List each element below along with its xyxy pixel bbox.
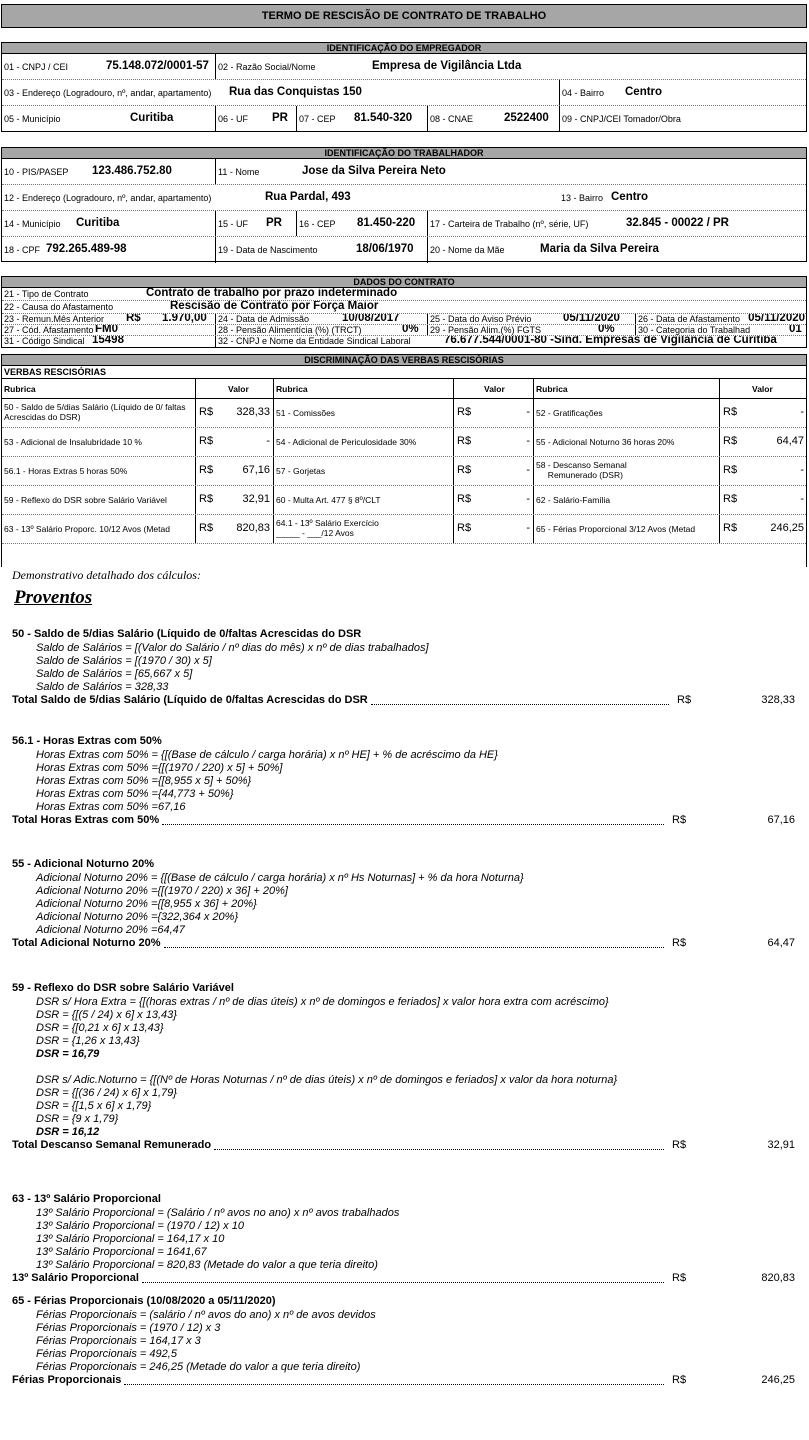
calc-total-label: 13º Salário Proporcional [12,1272,139,1284]
field-label: 29 - Pensão Alim.(%) FGTS [430,325,542,335]
field-label: 16 - CEP [299,219,336,229]
severance-item-label: 63 - 13º Salário Proporc. 10/12 Avos (Metad [4,524,170,534]
severance-item-value: - [266,435,270,447]
calc-line: Horas Extras com 50% =67,16 [36,801,186,813]
severance-row [2,428,806,457]
calc-line: DSR s/ Hora Extra = {[(horas extras / nº de dias úteis) x nº de domingos e feriados] x valor hora extra com acréscimo} [36,996,609,1008]
calc-block-title: 55 - Adicional Noturno 20% [12,858,155,870]
severance-row [2,515,806,544]
severance-item-value: - [526,464,530,476]
severance-item-value: 32,91 [242,493,270,505]
calc-total-value: 820,83 [761,1272,795,1284]
worker-mother: Maria da Silva Pereira [540,243,659,255]
worker-pis: 123.486.752.80 [92,165,172,177]
admission-date: 10/08/2017 [342,314,400,324]
leader-dots [214,1149,664,1150]
employer-cnpj: 75.148.072/0001-57 [106,60,209,72]
severance-item-label: 60 - Multa Art. 477 § 8º/CLT [276,495,381,505]
field-label: 01 - CNPJ / CEI [4,62,69,72]
field-label: 28 - Pensão Alimentícia (%) (TRCT) [218,325,362,335]
employer-header: IDENTIFICAÇÃO DO EMPREGADOR [2,43,806,54]
worker-city: Curitiba [76,217,120,229]
employer-district: Centro [625,86,663,98]
severance-item-label: 62 - Salário-Família [536,495,611,505]
currency-label: R$ [672,1139,687,1151]
field-label: 25 - Data do Aviso Prévio [430,314,532,324]
leader-dots [142,1282,664,1283]
currency-label: R$ [672,1374,687,1386]
calc-line: DSR = {[0,21 x 6] x 13,43} [36,1022,164,1034]
calc-total-value: 32,91 [767,1139,795,1151]
calc-total-label: Total Horas Extras com 50% [12,814,160,826]
calc-line: DSR = 16,79 [36,1048,100,1060]
currency-label: R$ [199,435,214,447]
leader-dots [162,824,664,825]
severance-item-label: 58 - Descanso Semanal Remunerado (DSR) [536,460,627,480]
field-label: 06 - UF [218,114,249,124]
calc-line: 13º Salário Proporcional = (Salário / nº avos no ano) x nº avos trabalhados [36,1207,400,1219]
severance-row [2,486,806,515]
field-label: 22 - Causa do Afastamento [4,302,114,312]
field-label: 08 - CNAE [430,114,474,124]
currency-label: R$ [199,493,214,505]
calc-line: Saldo de Salários = [(1970 / 30) x 5] [36,655,212,667]
field-label: 26 - Data de Afastamento [638,314,741,324]
field-label: 04 - Bairro [562,88,605,98]
calc-line: DSR = {[(36 / 24) x 6] x 1,79} [36,1087,177,1099]
calc-block-title: 56.1 - Horas Extras com 50% [12,735,162,747]
calc-line: Saldo de Salários = [(Valor do Salário / nº dias do mês) x nº de dias trabalhados] [36,642,429,654]
col-valor: Valor [484,384,505,394]
previous-salary: 1.970,00 [162,314,207,324]
worker-birthdate: 18/06/1970 [356,243,414,255]
calc-block-title: 50 - Saldo de 5/dias Salário (Líquido de 0/faltas Acrescidas do DSR [12,628,362,640]
calc-total-label: Total Saldo de 5/dias Salário (Líquido de 0/faltas Acrescidas do DSR [12,694,368,706]
field-label: 23 - Remun.Mês Anterior [4,314,105,324]
field-label: 09 - CNPJ/CEI Tomador/Obra [562,114,681,124]
col-rubrica: Rubrica [4,384,36,394]
field-label: 30 - Categoria do Trabalhad [638,325,751,335]
currency-label: R$ [723,493,738,505]
contract-section [1,276,807,348]
leader-dots [164,947,664,948]
field-label: 24 - Data de Admissão [218,314,310,324]
currency-label: R$ [457,522,472,534]
calc-total-label: Total Descanso Semanal Remunerado [12,1139,212,1151]
calc-line: Horas Extras com 50% ={[8,955 x 5] + 50%} [36,775,252,787]
col-rubrica: Rubrica [536,384,568,394]
field-label: 18 - CPF [4,245,41,255]
currency-label: R$ [723,464,738,476]
termination-cause: Rescisão de Contrato por Força Maior [170,301,379,312]
worker-category: 01 [789,325,802,335]
severance-item-label: 57 - Gorjetas [276,466,326,476]
field-label: 31 - Código Sindical [4,336,85,346]
calc-line: Horas Extras com 50% ={44,773 + 50%} [36,788,234,800]
calc-total-label: Férias Proporcionais [12,1374,122,1386]
severance-item-value: - [800,406,804,418]
calc-line: Férias Proporcionais = 164,17 x 3 [36,1335,201,1347]
worker-ctps: 32.845 - 00022 / PR [626,217,729,229]
calc-line: Adicional Noturno 20% ={322,364 x 20%} [36,911,239,923]
worker-uf: PR [266,217,282,229]
notice-date: 05/11/2020 [563,314,620,324]
currency-label: R$ [457,406,472,418]
calc-line: 13º Salário Proporcional = 164,17 x 10 [36,1233,225,1245]
worker-cep: 81.450-220 [357,217,416,229]
calc-line: Horas Extras com 50% = {[(Base de cálculo / carga horária) x nº HE] + % de acréscimo da HE} [36,749,498,761]
calc-total-value: 328,33 [761,694,795,706]
calc-total-label: Total Adicional Noturno 20% [12,937,161,949]
employer-city: Curitiba [130,112,174,124]
severance-item-label: 59 - Reflexo do DSR sobre Salário Variável [4,495,167,505]
worker-section [1,147,807,262]
leader-dots [124,1384,664,1385]
calc-line: DSR = {1,26 x 13,43} [36,1035,140,1047]
field-label: 32 - CNPJ e Nome da Entidade Sindical Laboral [218,336,411,346]
field-label: 13 - Bairro [561,193,604,203]
calc-intro: Demonstrativo detalhado dos cálculos: [12,568,201,582]
currency-label: R$ [199,522,214,534]
field-label: 20 - Nome da Mãe [430,245,505,255]
severance-item-label: 50 - Saldo de 5/dias Salário (Líquido de 0/ faltas Acrescidas do DSR) [4,402,186,422]
severance-item-value: - [526,522,530,534]
severance-subheader: VERBAS RESCISÓRIAS [2,366,806,379]
severance-row [2,399,806,428]
severance-item-value: - [800,464,804,476]
employer-name: Empresa de Vigilância Ltda [372,60,522,72]
severance-item-label: 51 - Comissões [276,408,336,418]
field-label: 11 - Nome [218,167,260,177]
field-label: 21 - Tipo de Contrato [4,289,89,299]
field-label: 07 - CEP [299,114,336,124]
worker-cpf: 792.265.489-98 [46,243,127,255]
calc-line: DSR s/ Adic.Noturno = {[(Nº de Horas Noturnas / nº de dias úteis) x nº de domingos e feriados] x valor da hora noturna} [36,1074,618,1086]
currency-label: R$ [672,937,687,949]
calc-line: 13º Salário Proporcional = (1970 / 12) x 10 [36,1220,244,1232]
leave-date: 05/11/2020 [748,314,805,324]
severance-item-label: 54 - Adicional de Periculosidade 30% [276,437,417,447]
severance-item-value: 328,33 [236,406,270,418]
calc-block-title: 63 - 13º Salário Proporcional [12,1193,161,1205]
currency-label: R$ [457,435,472,447]
worker-address: Rua Pardal, 493 [265,191,351,203]
calc-line: 13º Salário Proporcional = 1641,67 [36,1246,207,1258]
calc-line: Adicional Noturno 20% =64,47 [36,924,185,936]
field-label: 12 - Endereço (Logradouro, nº, andar, apartamento) [4,193,212,203]
alimony-trct: 0% [402,325,419,335]
severance-item-label: 55 - Adicional Noturno 36 horas 20% [536,437,675,447]
calc-line: Saldo de Salários = [65,667 x 5] [36,668,193,680]
severance-item-value: - [526,406,530,418]
calc-line: Adicional Noturno 20% = {[(Base de cálculo / carga horária) x nº Hs Noturnas] + % da hora Noturna} [36,872,524,884]
calc-total-value: 64,47 [767,937,795,949]
currency-label: R$ [723,406,738,418]
currency-label: R$ [672,1272,687,1284]
field-label: 03 - Endereço (Logradouro, nº, andar, apartamento) [4,88,212,98]
severance-item-value: 820,83 [236,522,270,534]
union-entity: 76.677.544/0001-80 -Sind. Empresas de Vigilância de Curitiba [444,336,777,346]
currency-label: R$ [723,522,738,534]
worker-district: Centro [611,191,649,203]
currency-label: R$ [723,435,738,447]
currency-label: R$ [457,464,472,476]
calc-line: DSR = {[1,5 x 6] x 1,79} [36,1100,152,1112]
currency-label: R$ [199,464,214,476]
currency-label: R$ [199,406,214,418]
employer-cnae: 2522400 [504,112,549,124]
alimony-fgts: 0% [598,325,615,335]
field-label: 15 - UF [218,219,249,229]
calc-total-value: 246,25 [761,1374,795,1386]
worker-header: IDENTIFICAÇÃO DO TRABALHADOR [2,148,806,159]
field-label: 05 - Município [4,114,61,124]
proventos-heading: Proventos [14,587,93,608]
calc-line: DSR = {9 x 1,79} [36,1113,119,1125]
severance-header: DISCRIMINAÇÃO DAS VERBAS RESCISÓRIAS [2,355,806,366]
calc-line: DSR = 16,12 [36,1126,100,1138]
currency-label: R$ [457,493,472,505]
contract-header: DADOS DO CONTRATO [2,277,806,288]
severance-item-label: 64.1 - 13º Salário Exercício _____ - ___/12 Avos [276,518,379,538]
severance-item-label: 53 - Adicional de Insalubridade 10 % [4,437,142,447]
field-label: 14 - Município [4,219,61,229]
currency-label: R$ [677,694,692,706]
severance-item-value: 67,16 [242,464,270,476]
calc-line: DSR = {[(5 / 24) x 6] x 13,43} [36,1009,177,1021]
severance-item-value: - [526,435,530,447]
field-label: 27 - Cód. Afastamento [4,325,94,335]
currency-label: R$ [126,314,141,324]
calc-block-title: 59 - Reflexo do DSR sobre Salário Variável [12,982,234,994]
employer-address: Rua das Conquistas 150 [229,86,362,98]
severance-item-value: - [526,493,530,505]
severance-item-label: 65 - Férias Proporcional 3/12 Avos (Metad [536,524,696,534]
severance-row [2,457,806,486]
severance-item-value: 246,25 [770,522,804,534]
severance-items-section [1,354,807,567]
calc-total-value: 67,16 [767,814,795,826]
contract-type: Contrato de trabalho por prazo indeterminado [146,288,398,299]
severance-item-label: 52 - Gratificações [536,408,603,418]
calc-line: Horas Extras com 50% ={[(1970 / 220) x 5] + 50%] [36,762,283,774]
calc-line: Adicional Noturno 20% ={[8,955 x 36] + 20%} [36,898,257,910]
severance-item-value: 64,47 [776,435,804,447]
leader-dots [371,704,669,705]
calc-line: Adicional Noturno 20% ={[(1970 / 220) x 36] + 20%] [36,885,288,897]
employer-uf: PR [272,112,288,124]
severance-table [2,399,806,544]
calc-line: Férias Proporcionais = (salário / nº avos do ano) x nº de avos devidos [36,1309,376,1321]
col-valor: Valor [228,384,249,394]
union-code: 15498 [92,336,124,346]
col-valor: Valor [752,384,773,394]
currency-label: R$ [672,814,687,826]
calc-line: 13º Salário Proporcional = 820,83 (Metade do valor a que teria direito) [36,1259,378,1271]
document-title: TERMO DE RESCISÃO DE CONTRATO DE TRABALHO [1,4,807,28]
col-rubrica: Rubrica [276,384,308,394]
calc-block-title: 65 - Férias Proporcionais (10/08/2020 a 05/11/2020) [12,1295,276,1307]
calc-line: Férias Proporcionais = 246,25 (Metade do valor a que teria direito) [36,1361,361,1373]
field-label: 19 - Data de Nascimento [218,245,318,255]
field-label: 17 - Carteira de Trabalho (nº, série, UF) [430,219,589,229]
employer-section [1,42,807,132]
leave-code: FM0 [95,325,118,335]
employer-cep: 81.540-320 [354,112,413,124]
calc-line: Saldo de Salários = 328,33 [36,681,169,693]
severance-item-label: 56.1 - Horas Extras 5 horas 50% [4,466,128,476]
worker-name: Jose da Silva Pereira Neto [302,165,446,177]
calc-line: Férias Proporcionais = 492,5 [36,1348,177,1360]
field-label: 10 - PIS/PASEP [4,167,69,177]
field-label: 02 - Razão Social/Nome [218,62,316,72]
calc-line: Férias Proporcionais = (1970 / 12) x 3 [36,1322,221,1334]
severance-item-value: - [800,493,804,505]
